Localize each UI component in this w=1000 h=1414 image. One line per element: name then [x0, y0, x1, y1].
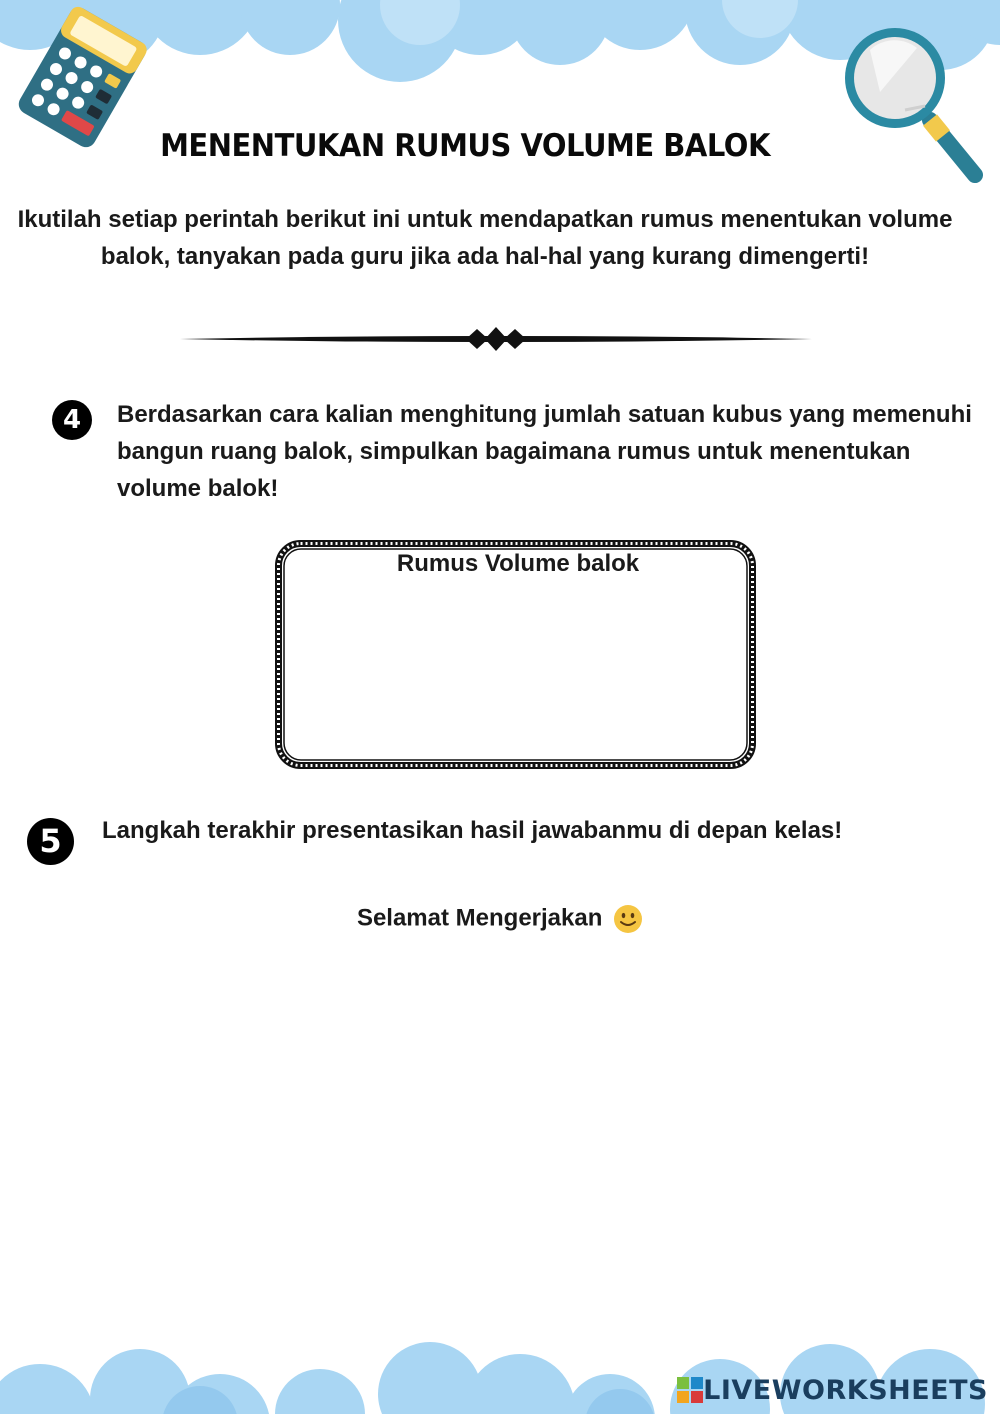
answer-box-label: Rumus Volume balok: [396, 550, 640, 577]
step-4-text: Berdasarkan cara kalian menghitung jumlah satuan kubus yang memenuhi bangun ruang balok, simpulkan bagaimana rumus untuk menentukan volume balok!: [117, 401, 972, 502]
answer-input-area[interactable]: [300, 595, 730, 745]
intro-instructions: Ikutilah setiap perintah berikut ini untuk mendapatkan rumus menentukan volume balok, tanyakan pada guru jika ada hal-hal yang kurang dimengerti!: [17, 206, 953, 270]
brand-name: LIVEWORKSHEETS: [703, 1374, 988, 1406]
smile-emoji-icon: [613, 904, 643, 934]
step-4-badge: 4: [52, 400, 92, 440]
step-5-badge: 5: [27, 818, 74, 865]
liveworksheets-brand[interactable]: [677, 1373, 988, 1407]
ornamental-divider: [180, 322, 812, 356]
page-title: MENENTUKAN RUMUS VOLUME BALOK: [160, 126, 770, 164]
liveworksheets-logo-icon: [677, 1377, 703, 1403]
step-5-text: Langkah terakhir presentasikan hasil jawabanmu di depan kelas!: [102, 817, 843, 844]
closing-line: [0, 904, 1000, 934]
magnifier-icon: [835, 20, 985, 185]
closing-text: Selamat Mengerjakan: [356, 904, 603, 932]
calculator-icon: [10, 2, 155, 150]
